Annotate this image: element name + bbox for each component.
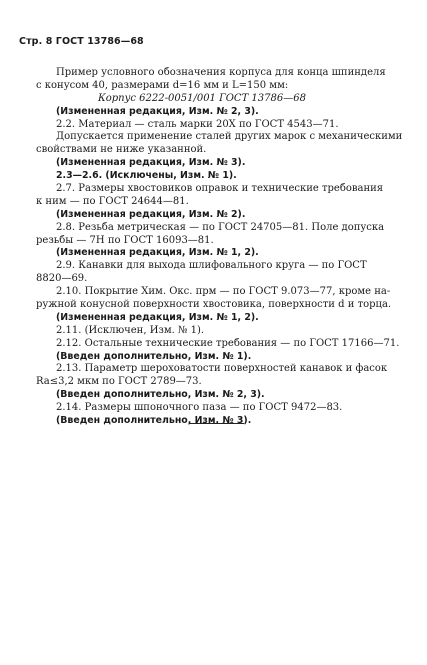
clause-2-2-line: свойствами не ниже указанной. [36, 144, 207, 156]
clause-2-2: 2.2. Материал — сталь марки 20Х по ГОСТ 4543—71. [56, 118, 339, 130]
clause-2-2-line: Допускается применение сталей других марок с механическими [56, 131, 403, 143]
revision-note: (Измененная редакция, Изм. № 1, 2). [56, 311, 259, 323]
example-paragraph-line: с конусом 40, размерами d=16 мм и L=150 мм: [36, 79, 289, 91]
clause-2-7-line: к ним — по ГОСТ 24644—81. [36, 195, 189, 207]
revision-note: (Измененная редакция, Изм. № 2). [56, 208, 246, 220]
revision-note: (Измененная редакция, Изм. № 3). [56, 157, 246, 169]
clause-2-10: 2.10. Покрытие Хим. Окс. прм — по ГОСТ 9.073—77, кроме на- [56, 286, 391, 298]
clause-2-3-2-6: 2.3—2.6. (Исключены, Изм. № 1). [56, 170, 237, 182]
clause-2-13: 2.13. Параметр шероховатости поверхностей канавок и фасок [56, 363, 388, 375]
clause-2-9-line: 8820—69. [36, 273, 88, 285]
clause-2-8-line: резьбы — 7H по ГОСТ 16093—81. [36, 234, 214, 246]
revision-note: (Измененная редакция, Изм. № 2, 3). [56, 105, 259, 117]
addition-note: (Введен дополнительно, Изм. № 3). [56, 415, 252, 427]
section-divider [189, 423, 244, 424]
clause-2-14: 2.14. Размеры шпоночного паза — по ГОСТ 9472—83. [56, 402, 343, 414]
page-header: Стр. 8 ГОСТ 13786—68 [19, 36, 144, 47]
revision-note: (Измененная редакция, Изм. № 1, 2). [56, 247, 259, 259]
addition-note: (Введен дополнительно, Изм. № 2, 3). [56, 389, 265, 401]
clause-2-12: 2.12. Остальные технические требования — по ГОСТ 17166—71. [56, 337, 400, 349]
clause-2-13-line: Ra≤3,2 мкм по ГОСТ 2789—73. [36, 376, 202, 388]
clause-2-7: 2.7. Размеры хвостовиков оправок и технические требования [56, 183, 384, 195]
document-body [36, 67, 404, 428]
designation-example: Корпус 6222-0051/001 ГОСТ 13786—68 [98, 92, 306, 104]
clause-2-10-line: ружной конусной поверхности хвостовика, поверхности d и торца. [36, 299, 392, 311]
addition-note: (Введен дополнительно, Изм. № 1). [56, 350, 252, 362]
clause-2-11: 2.11. (Исключен, Изм. № 1). [56, 324, 205, 336]
clause-2-9: 2.9. Канавки для выхода шлифовального круга — по ГОСТ [56, 260, 367, 272]
clause-2-8: 2.8. Резьба метрическая — по ГОСТ 24705—81. Поле допуска [56, 221, 385, 233]
example-paragraph-line: Пример условного обозначения корпуса для конца шпинделя [56, 67, 386, 78]
